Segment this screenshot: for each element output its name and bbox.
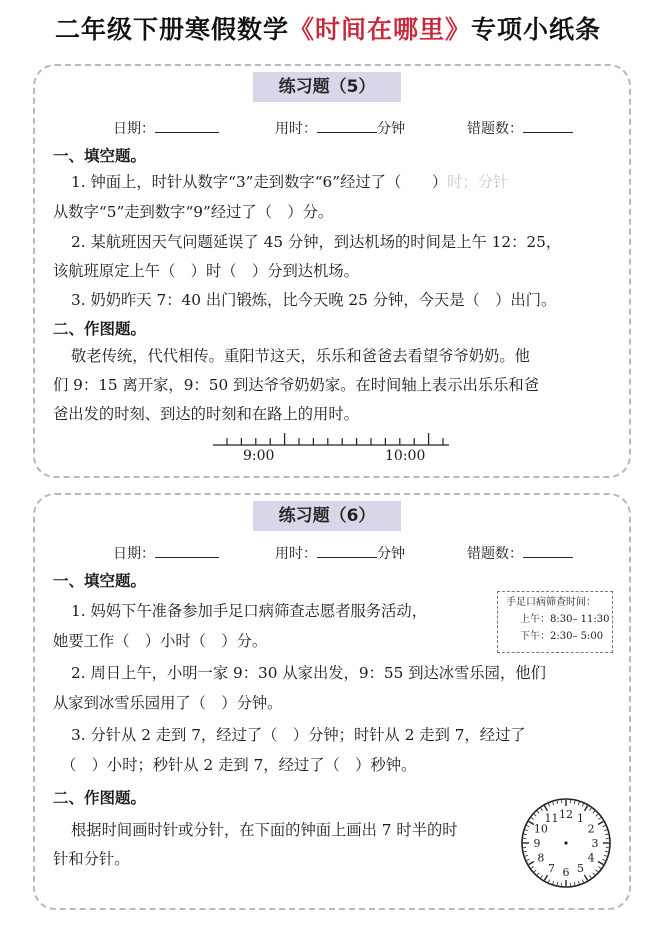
time-axis[interactable]: [211, 430, 451, 450]
exercise-card-5: [33, 64, 631, 478]
section-fill-blank: 一、填空题。: [53, 572, 147, 590]
clock-number: 2: [587, 822, 595, 836]
title-prefix: 二年级下册寒假数学: [54, 15, 289, 44]
meta-row: [35, 118, 629, 140]
question-1-line-2: 从数字“5”走到数字“9”经过了（ ）分。: [53, 203, 334, 221]
clock-number: 9: [533, 837, 541, 850]
card-title: 练习题（6）: [253, 501, 401, 531]
errors-blank[interactable]: [523, 543, 573, 558]
note-title: 手足口病筛查时间：: [506, 597, 596, 608]
note-morning: 上午：8:30– 11:30: [520, 614, 610, 625]
paragraph-line-2: 们 9：15 离开家，9：50 到达爷爷奶奶家。在时间轴上表示出乐乐和爸: [53, 376, 539, 394]
errors-blank[interactable]: [523, 118, 573, 133]
clock-number: 12: [559, 808, 573, 821]
clock-number: 5: [577, 862, 584, 876]
card-title: 练习题（5）: [253, 72, 401, 102]
question-2-line-1: 2. 周日上午，小明一家 9：30 从家出发，9：55 到达冰雪乐园，他们: [71, 664, 546, 682]
page-title: [0, 10, 656, 46]
clock-number: 7: [548, 862, 555, 876]
clock-number: 11: [544, 811, 559, 825]
clock-number: 10: [533, 822, 548, 836]
note-afternoon: 下午：2:30– 5:00: [520, 631, 604, 642]
screening-time-note: [497, 591, 613, 653]
date-blank[interactable]: [155, 118, 219, 133]
paragraph-line-1: 根据时间画时针或分针，在下面的钟面上画出 7 时半的时: [71, 821, 458, 839]
paragraph-line-1: 敬老传统，代代相传。重阳节这天，乐乐和爸爸去看望爷爷奶奶。他: [71, 347, 530, 365]
question-3-line-1: 3. 分针从 2 走到 7，经过了（ ）分钟；时针从 2 走到 7，经过了: [71, 726, 526, 744]
clock-number: 4: [587, 851, 595, 865]
paragraph-line-2: 针和分针。: [53, 850, 130, 868]
date-blank[interactable]: [155, 543, 219, 558]
clock-number: 6: [562, 866, 570, 879]
axis-label-9: 9:00: [243, 448, 275, 464]
section-drawing: 二、作图题。: [53, 789, 147, 807]
paragraph-line-3: 爸出发的时刻、到达的时刻和在路上的用时。: [53, 405, 359, 423]
question-3-line-1: 3. 奶奶昨天 7：40 出门锻炼，比今天晚 25 分钟，今天是（ ）出门。: [71, 291, 557, 309]
question-1-line-2: 她要工作（ ）小时（ ）分。: [53, 632, 268, 650]
clock-face[interactable]: [518, 795, 614, 891]
time-used-blank[interactable]: [317, 543, 377, 558]
title-highlight: 《时间在哪里》: [288, 15, 471, 44]
section-drawing: 二、作图题。: [53, 320, 147, 338]
date-label: 日期：: [113, 121, 155, 137]
time-unit-label: 分钟: [377, 546, 405, 562]
errors-label: 错题数：: [467, 121, 523, 137]
title-suffix: 专项小纸条: [471, 15, 602, 44]
question-1-line-1: 1. 钟面上，时针从数字“3”走到数字“6”经过了（ ）时；分针: [71, 173, 509, 191]
meta-row: [35, 543, 629, 565]
clock-number: 3: [591, 837, 599, 850]
section-fill-blank: 一、填空题。: [53, 147, 147, 165]
exercise-card-6: [33, 493, 631, 910]
clock-center: [564, 841, 567, 844]
time-used-label: 用时：: [275, 121, 317, 137]
watermark-text: 时；分针: [447, 173, 509, 191]
time-used-blank[interactable]: [317, 118, 377, 133]
time-unit-label: 分钟: [377, 121, 405, 137]
clock-number: 8: [537, 851, 545, 865]
question-2-line-2: 从家到冰雪乐园用了（ ）分钟。: [53, 694, 283, 712]
question-3-line-2: （ ）小时；秒针从 2 走到 7，经过了（ ）秒钟。: [61, 756, 417, 774]
axis-label-10: 10:00: [385, 448, 426, 464]
clock-number: 1: [577, 811, 584, 825]
date-label: 日期：: [113, 546, 155, 562]
question-2-line-1: 2. 某航班因天气问题延误了 45 分钟，到达机场的时间是上午 12：25，: [71, 233, 562, 251]
question-1-line-1: 1. 妈妈下午准备参加手足口病筛查志愿者服务活动，: [71, 602, 427, 620]
errors-label: 错题数：: [467, 546, 523, 562]
question-2-line-2: 该航班原定上午（ ）时（ ）分到达机场。: [53, 262, 359, 280]
time-used-label: 用时：: [275, 546, 317, 562]
